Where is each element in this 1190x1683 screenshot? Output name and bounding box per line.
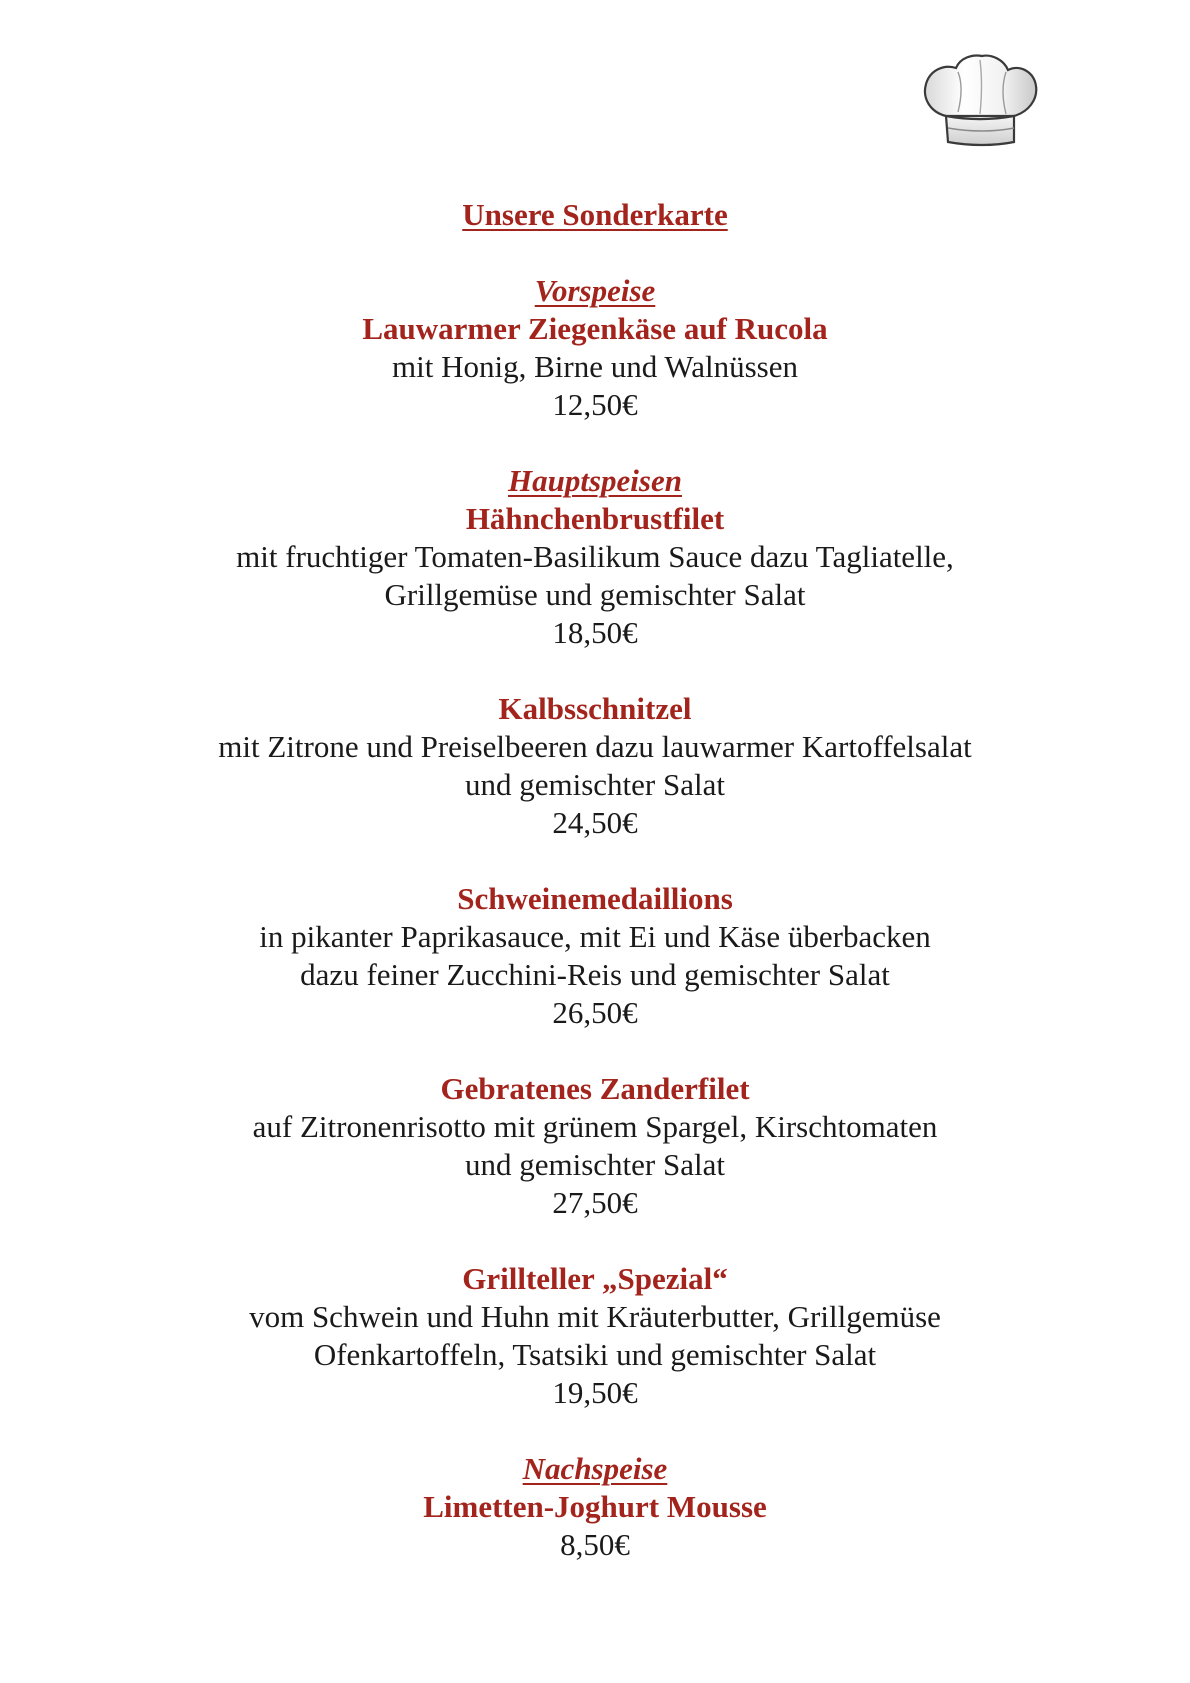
- section-heading-starter: Vorspeise: [534, 273, 656, 308]
- menu: [0, 196, 1190, 1602]
- dish-name: Lauwarmer Ziegenkäse auf Rucola: [362, 311, 828, 346]
- dish-description: mit Zitrone und Preiselbeeren dazu lauwarmer Kartoffelsalat: [218, 729, 972, 764]
- section-dessert: [0, 1450, 1190, 1564]
- dish-item: [0, 310, 1190, 424]
- dish-description: mit Honig, Birne und Walnüssen: [392, 349, 798, 384]
- chef-hat-icon: [918, 52, 1042, 148]
- section-heading-dessert: Nachspeise: [522, 1451, 668, 1486]
- dish-price: 8,50€: [560, 1527, 630, 1562]
- dish-name: Limetten-Joghurt Mousse: [423, 1489, 767, 1524]
- dish-item: [0, 880, 1190, 1032]
- dish-price: 27,50€: [552, 1185, 638, 1220]
- dish-item: [0, 690, 1190, 842]
- dish-description: und gemischter Salat: [465, 767, 725, 802]
- dish-description: dazu feiner Zucchini-Reis und gemischter Salat: [300, 957, 890, 992]
- dish-description: in pikanter Paprikasauce, mit Ei und Käse überbacken: [259, 919, 931, 954]
- dish-item: [0, 1070, 1190, 1222]
- dish-price: 18,50€: [552, 615, 638, 650]
- dish-item: [0, 500, 1190, 652]
- dish-description: mit fruchtiger Tomaten-Basilikum Sauce dazu Tagliatelle,: [236, 539, 954, 574]
- dish-price: 19,50€: [552, 1375, 638, 1410]
- dish-description: auf Zitronenrisotto mit grünem Spargel, Kirschtomaten: [252, 1109, 938, 1144]
- section-heading-mains: Hauptspeisen: [508, 463, 682, 498]
- dish-item: [0, 1488, 1190, 1564]
- dish-price: 12,50€: [552, 387, 638, 422]
- dish-description: und gemischter Salat: [465, 1147, 725, 1182]
- dish-price: 24,50€: [552, 805, 638, 840]
- dish-name: Grillteller „Spezial“: [462, 1261, 728, 1296]
- dish-price: 26,50€: [552, 995, 638, 1030]
- dish-name: Hähnchenbrustfilet: [465, 501, 725, 536]
- dish-name: Kalbsschnitzel: [498, 691, 692, 726]
- section-starter: [0, 272, 1190, 424]
- dish-name: Schweinemedaillions: [457, 881, 733, 916]
- dish-item: [0, 1260, 1190, 1412]
- dish-description: Grillgemüse und gemischter Salat: [384, 577, 806, 612]
- dish-description: Ofenkartoffeln, Tsatsiki und gemischter Salat: [313, 1337, 877, 1372]
- section-mains: [0, 462, 1190, 1412]
- menu-title: Unsere Sonderkarte: [462, 197, 728, 232]
- dish-name: Gebratenes Zanderfilet: [440, 1071, 750, 1106]
- dish-description: vom Schwein und Huhn mit Kräuterbutter, Grillgemüse: [249, 1299, 941, 1334]
